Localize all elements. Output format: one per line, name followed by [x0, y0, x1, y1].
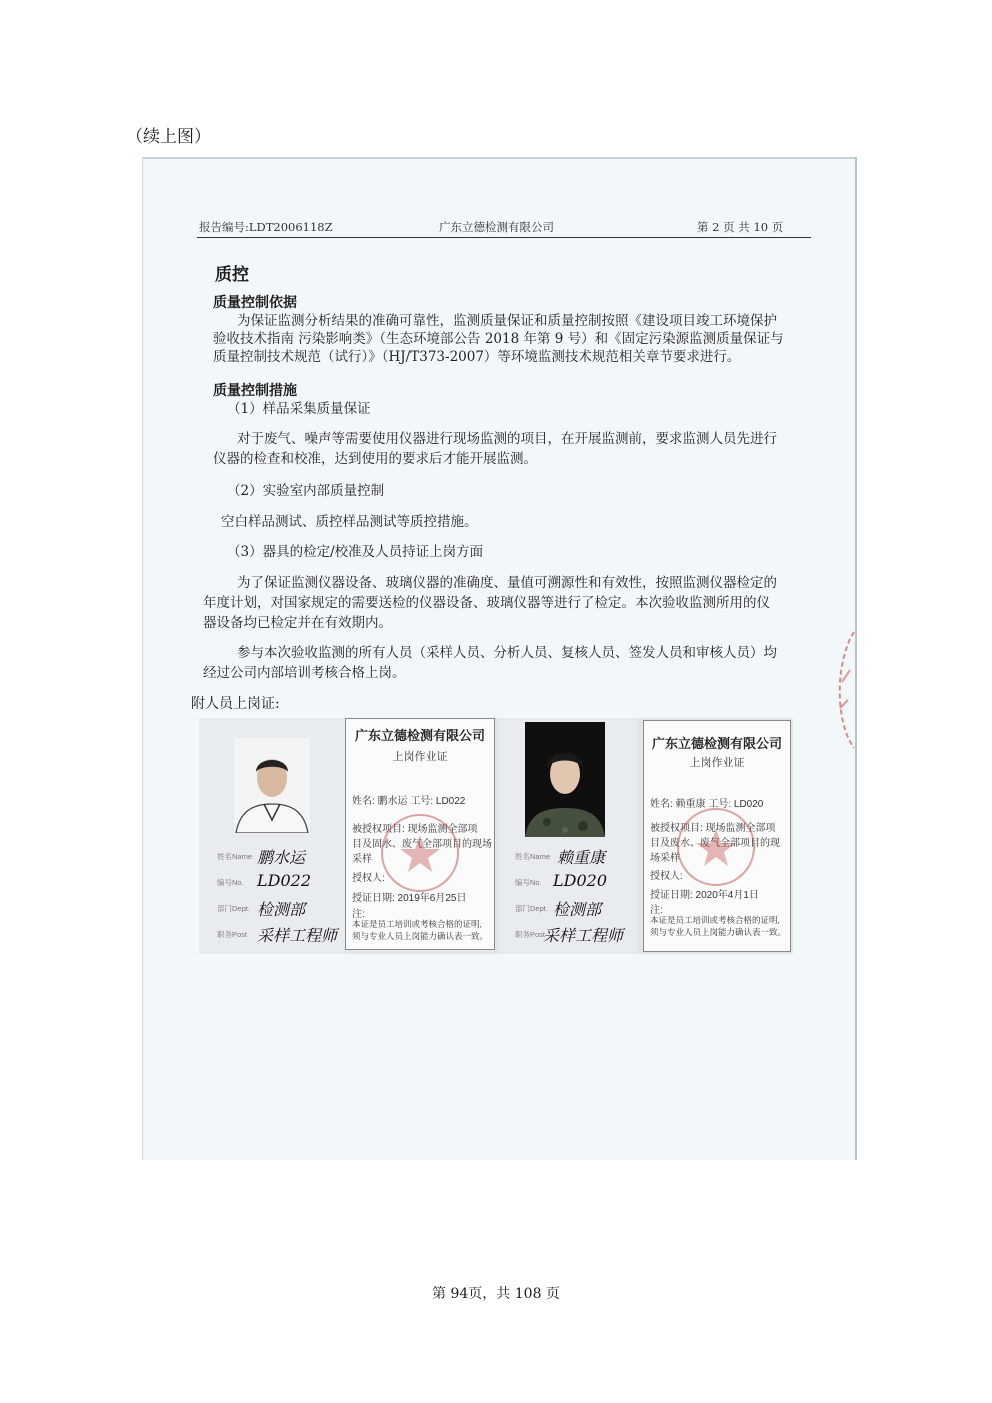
portrait-photo [525, 722, 605, 837]
report-number: 报告编号:LDT2006118Z [199, 220, 333, 234]
card-authorizer: 授权人: [352, 873, 385, 884]
card-handwritten-name: 赖重康 [557, 848, 606, 867]
item3-title: （3）器具的检定/校准及人员持证上岗方面 [227, 544, 484, 560]
page-footer: 第 94页，共 108 页 [432, 1286, 560, 1302]
card-handwritten-id: LD022 [257, 871, 311, 890]
card-date: 授证日期: 2020年4月1日 [650, 890, 759, 901]
card-scope-line: 场采样 [650, 853, 680, 864]
company-seal [378, 811, 462, 895]
card-handwritten-id: LD020 [553, 871, 607, 890]
id-card-info-side [345, 718, 495, 950]
basis-line: 为保证监测分析结果的准确可靠性，监测质量保证和质量控制按照《建设项目竣工环境保护 [237, 313, 777, 329]
card-tag-post: 职务Post [217, 930, 248, 939]
card-tag-id: 编号No. [217, 878, 244, 887]
card-handwritten-dept: 检测部 [257, 900, 306, 919]
card-name-line: 姓名: 鹏水运 工号: LD022 [352, 796, 466, 807]
card-authorizer: 授权人: [650, 871, 683, 882]
item1-title: （1）样品采集质量保证 [227, 401, 371, 417]
report-company: 广东立德检测有限公司 [439, 220, 554, 234]
certificate-scan [199, 718, 793, 954]
card-tag-name: 姓名Name [515, 852, 551, 861]
card-note-line: 本证是员工培训或考核合格的证明, [650, 915, 780, 925]
card-name-line: 姓名: 赖重康 工号: LD020 [650, 799, 764, 810]
id-card-photo-side [199, 718, 345, 954]
item3-line: 年度计划，对国家规定的需要送检的仪器设备、玻璃仪器等进行了检定。本次验收监测所用的仪 [203, 595, 770, 611]
card-handwritten-name: 鹏水运 [257, 848, 306, 867]
company-seal [674, 805, 758, 889]
personnel-line: 参与本次验收监测的所有人员（采样人员、分析人员、复核人员、签发人员和审核人员）均 [237, 645, 777, 661]
portrait-photo [234, 738, 310, 833]
card-tag-id: 编号No. [515, 878, 542, 887]
report-pages: 第 2 页 共 10 页 [697, 220, 784, 234]
card-scope-line: 被授权项目: 现场监测全部项 [352, 824, 478, 835]
card-company: 广东立德检测有限公司 [651, 736, 782, 751]
measures-heading: 质量控制措施 [213, 383, 297, 399]
card-certificate-title: 上岗作业证 [392, 751, 448, 763]
card-note-line: 本证是员工培训或考核合格的证明, [352, 919, 482, 929]
item1-line: 仪器的检查和校准，达到使用的要求后才能开展监测。 [213, 451, 537, 467]
card-handwritten-dept: 检测部 [553, 900, 602, 919]
card-note-line: 须与专业人员上岗能力确认表一致。 [650, 927, 787, 937]
basis-heading: 质量控制依据 [213, 295, 297, 311]
header-rule [197, 237, 811, 238]
item1-line: 对于废气、噪声等需要使用仪器进行现场监测的项目，在开展监测前，要求监测人员先进行 [237, 431, 777, 447]
item2-line: 空白样品测试、质控样品测试等质控措施。 [221, 514, 478, 530]
card-scope-line: 目及固水、废气全部项目的现场 [352, 839, 492, 850]
card-scope-line: 采样 [352, 854, 372, 865]
id-card-info-side [643, 720, 791, 952]
item3-line: 器设备均已检定并在有效期内。 [203, 615, 392, 631]
card-certificate-title: 上岗作业证 [689, 757, 745, 769]
card-tag-name: 姓名Name [217, 852, 253, 861]
basis-line: 质量控制技术规范（试行）》（HJ/T373-2007）等环境监测技术规范相关章节要求进行。 [213, 349, 741, 365]
card-date: 授证日期: 2019年6月25日 [352, 893, 467, 904]
card-note-line: 须与专业人员上岗能力确认表一致。 [352, 931, 489, 941]
id-card-photo-side [499, 718, 637, 954]
card-handwritten-post: 采样工程师 [257, 926, 338, 945]
card-tag-dept: 部门Dept. [515, 904, 548, 913]
card-note-label: 注: [352, 909, 365, 920]
partial-edge-seal [830, 630, 856, 750]
attachment-label: 附人员上岗证: [191, 696, 280, 712]
card-tag-post: 职务Post [515, 930, 546, 939]
card-scope-line: 被授权项目: 现场监测全部项 [650, 823, 776, 834]
basis-line: 验收技术指南 污染影响类》（生态环境部公告 2018 年第 9 号）和《固定污染源监测质量保证与 [213, 331, 784, 347]
card-scope-line: 目及废水、废气全部项目的现 [650, 838, 780, 849]
continued-caption: （续上图） [126, 127, 211, 147]
section-title: 质控 [215, 265, 249, 285]
scan-edge [143, 157, 855, 159]
personnel-line: 经过公司内部培训考核合格上岗。 [203, 665, 406, 681]
card-tag-dept: 部门Dept. [217, 904, 250, 913]
card-company: 广东立德检测有限公司 [354, 728, 485, 743]
item2-title: （2）实验室内部质量控制 [227, 483, 385, 499]
card-handwritten-post: 采样工程师 [543, 926, 624, 945]
card-note-label: 注: [650, 905, 663, 916]
item3-line: 为了保证监测仪器设备、玻璃仪器的准确度、量值可溯源性和有效性，按照监测仪器检定的 [237, 575, 777, 591]
scanned-report-page [142, 157, 857, 1160]
